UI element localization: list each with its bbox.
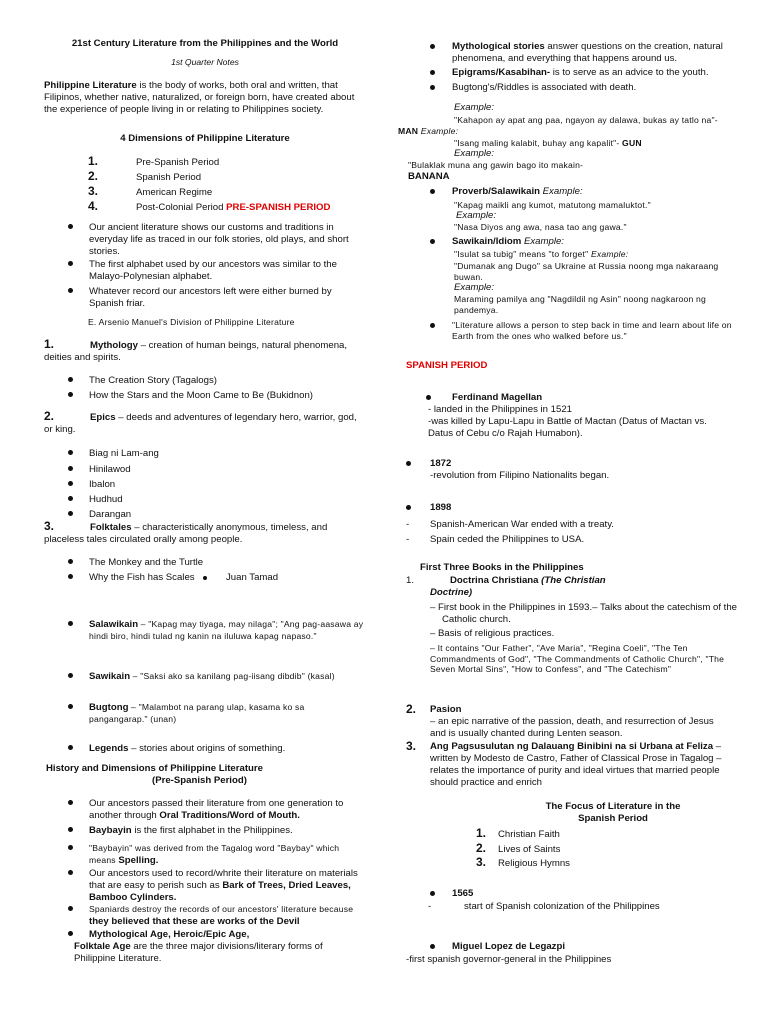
sawikain-entry: Sawikain – "Saksi ako sa kanilang pag-iisang dibdib" (kasal) (89, 671, 335, 682)
focus-heading: The Focus of Literature in the Spanish Period (545, 801, 681, 824)
period-number: 2. (88, 169, 99, 183)
bullet-icon (430, 189, 435, 194)
history-item: Baybayin is the first alphabet in the Philippines. (89, 825, 293, 836)
dash-icon: - (406, 534, 410, 545)
bullet-icon (406, 461, 411, 466)
epic-item: Hinilawod (89, 464, 131, 475)
bullet-icon (68, 559, 73, 564)
dash-icon: - (406, 519, 410, 530)
book-number: 3. (406, 739, 417, 753)
book2-detail: – an epic narrative of the passion, death, and resurrection of Jesus and is usually chanted during Lenten season. (430, 716, 714, 739)
period-item: American Regime (136, 187, 213, 198)
history-item: "Baybayin" was derived from the Tagalog word "Baybay" which means Spelling. (89, 843, 340, 866)
bullet-icon (68, 574, 73, 579)
bullet-icon (430, 44, 435, 49)
history-item: Our ancestors passed their literature from one generation to another through Oral Traditions/Word of Mouth. (89, 798, 344, 821)
epics-number: 2. (44, 409, 55, 423)
focus-number: 2. (476, 841, 487, 855)
riddle-answer: BANANA (408, 171, 450, 182)
bullet-icon (68, 621, 73, 626)
book2-title: Pasion (430, 704, 462, 715)
year-1898-text: Spain ceded the Philippines to USA. (430, 534, 585, 545)
manuel-heading: E. Arsenio Manuel's Division of Philippine Literature (88, 317, 295, 327)
pre-spanish-heading: PRE-SPANISH PERIOD (226, 202, 331, 213)
book1-detail: – First book in the Philippines in 1593.– Talks about the catechism of the Catholic church. (430, 602, 738, 625)
epic-item: Biag ni Lam-ang (89, 448, 159, 459)
page-subtitle: 1st Quarter Notes (171, 57, 239, 67)
epics-definition: Epics – deeds and adventures of legendary hero, warrior, god, or king. (44, 412, 357, 435)
bullet-icon (68, 496, 73, 501)
legends-entry: Legends – stories about origins of something. (89, 743, 286, 754)
salawikain-entry: Salawikain – "Kapag may tiyaga, may nilaga"; "Ang pag-aasawa ay hindi biro, hindi tulad ng kanin na iluluwa kapag napaso." (89, 619, 364, 641)
folktales-number: 3. (44, 519, 55, 533)
focus-item: Christian Faith (498, 829, 560, 840)
history-subheading: (Pre-Spanish Period) (152, 775, 247, 786)
period-number: 1. (88, 154, 99, 168)
first-books-heading: First Three Books in the Philippines (420, 562, 584, 573)
proverb-item: Proverb/Salawikain Example: (452, 186, 583, 197)
pre-bullet: Whatever record our ancestors left were either burned by Spanish friar. (89, 286, 332, 309)
history-item-cont: Folktale Age are the three major divisions/literary forms of Philippine Literature. (74, 941, 323, 964)
bullet-icon (68, 224, 73, 229)
example-label: Example: (454, 102, 494, 113)
definition-paragraph (44, 80, 362, 116)
bugtong-riddles-item: Bugtong's/Riddles is associated with death. (452, 82, 637, 93)
book3-entry: Ang Pagsusulutan ng Dalauang Binibini na si Urbana at Feliza – written by Modesto de Castro, Father of Classical Prose in Tagalog – relates the importance of purity and ideal virtues that married people should practice and enrich (430, 741, 722, 788)
bullet-icon (68, 845, 73, 850)
book1-title: Doctrina Christiana (The Christian Doctrine) (430, 575, 606, 598)
sawikain-idiom-item: Sawikain/Idiom Example: (452, 236, 564, 247)
year-1872: 1872 (430, 458, 452, 469)
period-item: Post-Colonial Period PRE-SPANISH PERIOD (136, 202, 331, 213)
definition-term: Philippine Literature (44, 80, 137, 91)
period-number: 4. (88, 199, 99, 213)
mythology-item: How the Stars and the Moon Came to Be (Bukidnon) (89, 390, 313, 401)
period-number: 3. (88, 184, 99, 198)
history-heading: History and Dimensions of Philippine Literature (46, 763, 263, 774)
bullet-icon (68, 870, 73, 875)
bullet-icon (68, 288, 73, 293)
mythology-item: The Creation Story (Tagalogs) (89, 375, 217, 386)
idiom-example: "Isulat sa tubig" means "to forget" Example: (454, 249, 629, 259)
focus-number: 1. (476, 826, 487, 840)
year-1565: 1565 (452, 888, 474, 899)
book1-detail: – Basis of religious practices. (430, 628, 555, 639)
bullet-icon (68, 931, 73, 936)
bullet-icon (430, 891, 435, 896)
literature-quote: "Literature allows a person to step back in time and learn about life on Earth from the ones who walked before us." (452, 320, 732, 341)
book-number: 1. (406, 575, 415, 586)
mythology-number: 1. (44, 337, 55, 351)
period-item: Spanish Period (136, 172, 202, 183)
riddle-example: "Isang maling kalabit, buhay ang kapalit"- GUN (454, 138, 642, 148)
mythology-definition: Mythology – creation of human beings, natural phenomena, deities and spirits. (44, 340, 348, 363)
year-1898-text: Spanish-American War ended with a treaty. (430, 519, 614, 530)
year-1872-text: -revolution from Filipino Nationalits began. (430, 470, 610, 481)
bullet-icon (68, 511, 73, 516)
bullet-icon (68, 704, 73, 709)
idiom-example: Maraming pamilya ang "Nagdildil ng Asin" noong nagkaroon ng pandemya. (454, 294, 706, 315)
bullet-icon (68, 261, 73, 266)
idiom-example: "Dumanak ang Dugo" sa Ukraine at Russia noong mga nakaraang buwan. (454, 261, 719, 282)
dimensions-heading: 4 Dimensions of Philippine Literature (120, 133, 290, 144)
legazpi-heading: Miguel Lopez de Legazpi (452, 941, 565, 952)
bullet-icon (68, 827, 73, 832)
history-item: Mythological Age, Heroic/Epic Age, (89, 929, 250, 940)
bugtong-entry: Bugtong – "Malambot na parang ulap, kasama ko sa pangangarap." (unan) (89, 702, 305, 724)
bullet-icon (68, 377, 73, 382)
period-item: Pre-Spanish Period (136, 157, 220, 168)
folktale-item: Juan Tamad (226, 572, 279, 583)
history-item: Spaniards destroy the records of our ancestors' literature because they believed that these are works of the Devil (89, 904, 354, 927)
proverb-example: "Kapag maikli ang kumot, matutong mamaluktot." (454, 200, 651, 210)
dash-icon: - (428, 901, 432, 912)
magellan-fact: - landed in the Philippines in 1521 (428, 404, 573, 415)
bullet-icon (430, 70, 435, 75)
folktales-definition: Folktales – characteristically anonymous, timeless, and placeless tales circulated orally among people. (44, 522, 328, 545)
focus-item: Lives of Saints (498, 844, 561, 855)
book1-detail: – It contains "Our Father", "Ave Maria", "Regina Coeli", "The Ten Commandments of God", "The Commandments of Catholic Church", "The Seven Mortal Sins", "How to Confess", and "The Catechism" (430, 643, 725, 675)
year-1565-text: start of Spanish colonization of the Philippines (464, 901, 660, 912)
proverb-example: "Nasa Diyos ang awa, nasa tao ang gawa." (454, 222, 627, 232)
bullet-icon (430, 239, 435, 244)
magellan-heading: Ferdinand Magellan (452, 392, 543, 403)
bullet-icon (68, 800, 73, 805)
bullet-icon (68, 392, 73, 397)
bullet-icon (430, 944, 435, 949)
epic-item: Darangan (89, 509, 132, 520)
bullet-icon (426, 395, 431, 400)
folktale-item: The Monkey and the Turtle (89, 557, 204, 568)
example-label: Example: (454, 148, 494, 159)
riddle-example: "Bulaklak muna ang gawin bago ito makain- (408, 160, 584, 170)
focus-number: 3. (476, 855, 487, 869)
pre-bullet: The first alphabet used by our ancestors was similar to the Malayo-Polynesian alphabet. (89, 259, 337, 282)
bullet-icon (406, 505, 411, 510)
book-number: 2. (406, 702, 417, 716)
example-label: Example: (454, 282, 494, 293)
bullet-icon (68, 481, 73, 486)
myth-stories-item: Mythological stories answer questions on the creation, natural phenomena, and everything that happens around us. (452, 41, 723, 64)
focus-item: Religious Hymns (498, 858, 570, 869)
history-item: Our ancestors used to record/whrite their literature on materials that are easy to perish such as Bark of Trees, Dried Leaves, Bamboo Cylinders. (89, 868, 358, 903)
legazpi-text: -first spanish governor-general in the Philippines (406, 954, 612, 965)
page-title: 21st Century Literature from the Philippines and the World (71, 38, 339, 49)
definition-text: is the body of works, both oral and written, that Filipinos, whether native, naturalized, or foreign born, have created about the experience of people living in or relating to Philippines society. (44, 80, 355, 115)
riddle-example: "Kahapon ay apat ang paa, ngayon ay dalawa, bukas ay tatlo na"- MAN Example: (398, 115, 718, 136)
folktale-item: Why the Fish has Scales (89, 572, 195, 583)
bullet-icon (68, 466, 73, 471)
epigrams-item: Epigrams/Kasabihan- is to serve as an advice to the youth. (452, 67, 709, 78)
example-label: Example: (456, 210, 496, 221)
bullet-icon (68, 450, 73, 455)
epic-item: Hudhud (89, 494, 123, 505)
bullet-icon (430, 85, 435, 90)
bullet-icon (203, 576, 207, 580)
epic-item: Ibalon (89, 479, 116, 490)
bullet-icon (68, 673, 73, 678)
bullet-icon (430, 323, 435, 328)
bullet-icon (68, 906, 73, 911)
spanish-period-heading: SPANISH PERIOD (406, 360, 488, 371)
bullet-icon (68, 745, 73, 750)
magellan-fact: -was killed by Lapu-Lapu in Battle of Mactan (Datus of Mactan vs. Datus of Cebu c/o Rajah Humabon). (428, 416, 707, 439)
year-1898: 1898 (430, 502, 452, 513)
pre-bullet: Our ancient literature shows our customs and traditions in everyday life as traced in our folk stories, old plays, and short stories. (89, 222, 349, 257)
